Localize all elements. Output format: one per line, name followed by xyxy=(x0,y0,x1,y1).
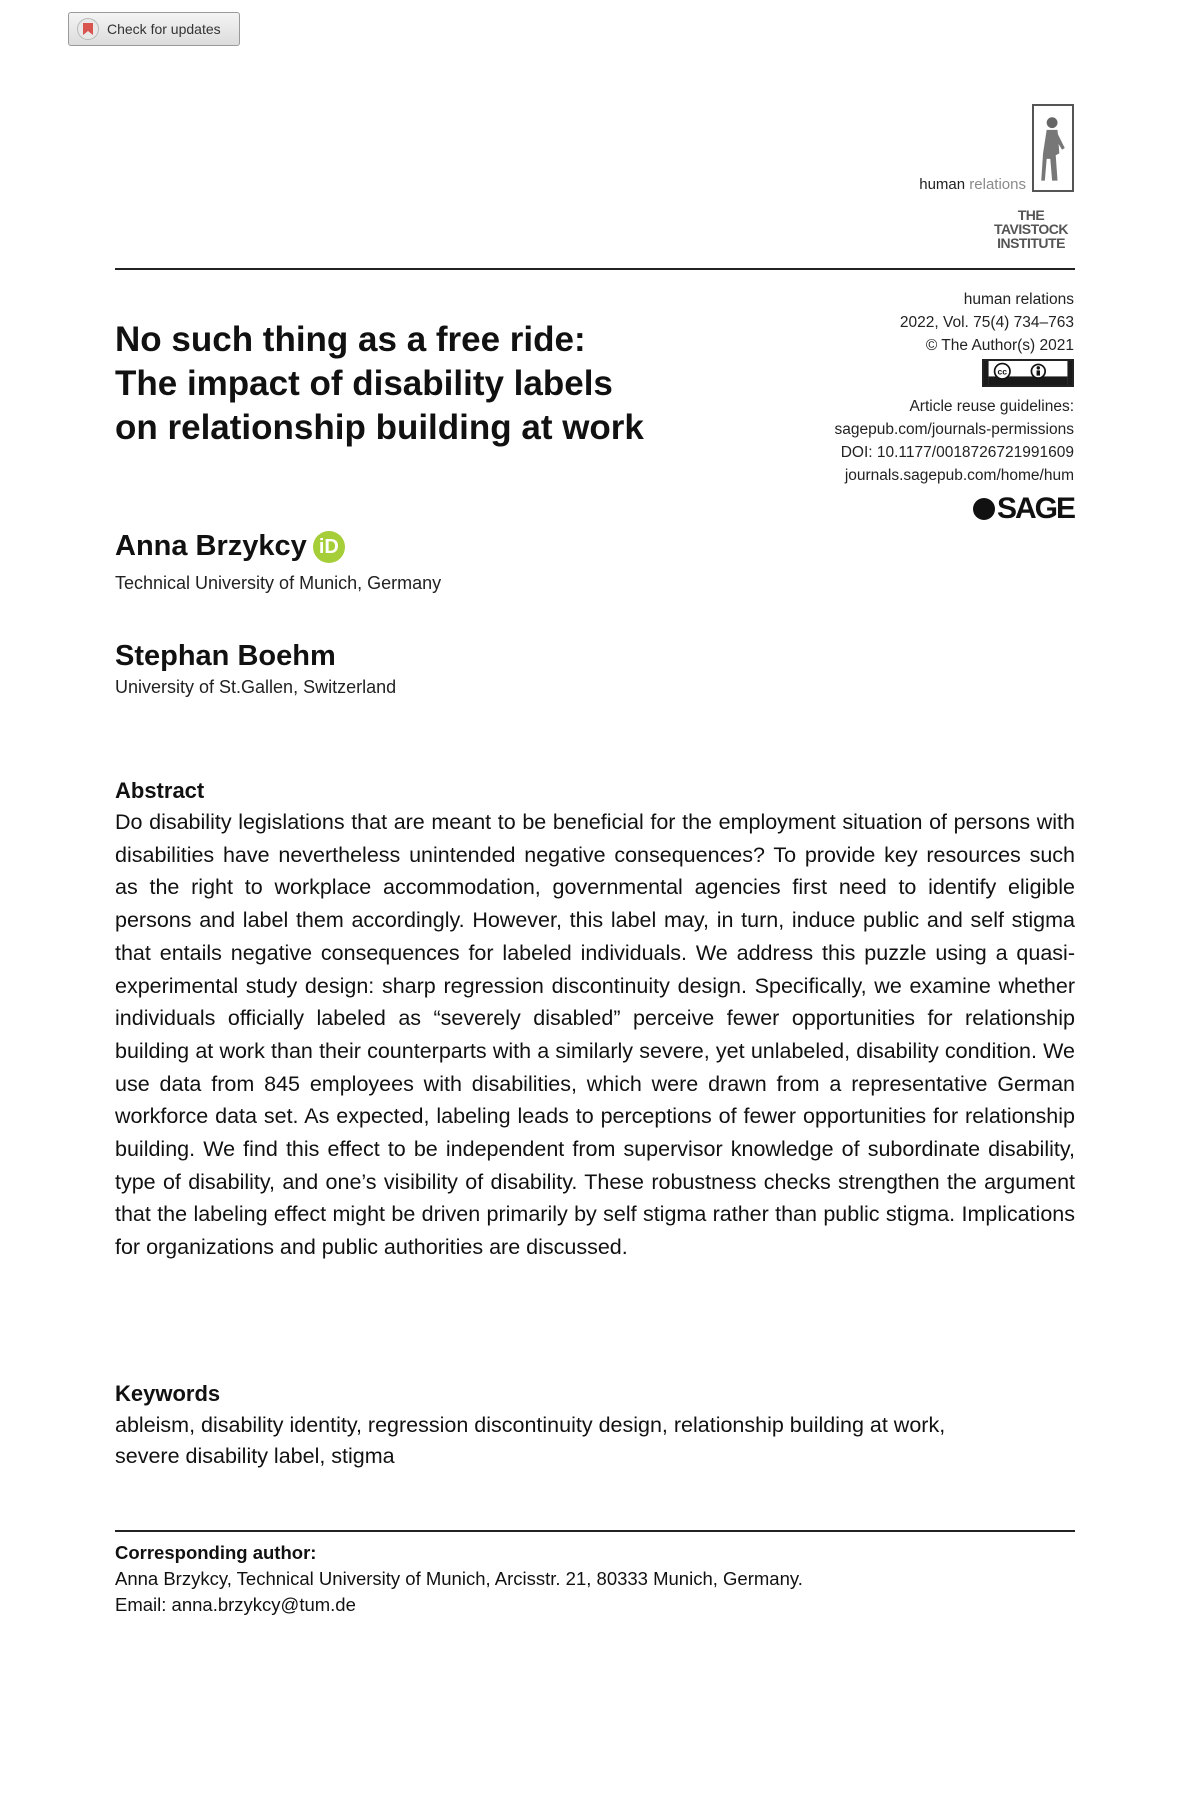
footnote-rule xyxy=(115,1530,1075,1532)
corresponding-email[interactable]: Email: anna.brzykcy@tum.de xyxy=(115,1594,356,1615)
author-1 xyxy=(115,530,345,563)
figure-logo-icon xyxy=(1032,104,1074,192)
header-rule xyxy=(115,268,1075,270)
article-title: No such thing as a free ride: The impact of disability labels on relationship building at work xyxy=(115,320,644,447)
cc-license-icon[interactable] xyxy=(982,359,1074,387)
abstract-body: Do disability legislations that are meant to be beneficial for the employment situation of persons with disabilities have nevertheless unintended negative consequences? To provide key resources such as the right to workplace accommodation, governmental agencies first need to identify eligible persons and label them accordingly. However, this label may, in turn, induce public and self stigma that entails negative consequences for labeled individuals. We address this puzzle using a quasi-experimental study design: sharp regression discontinuity design. Specifically, we examine whether individuals officially labeled as “severely disabled” perceive fewer opportunities for relationship building at work than their counterparts with a similarly severe, yet unlabeled, disability condition. We use data from 845 employees with disabilities, which were drawn from a representative German workforce data set. As expected, labeling leads to perceptions of fewer opportunities for relationship building. We find this effect to be independent from supervisor knowledge of subordinate disability, type of disability, and one’s visibility of disability. These robustness checks strengthen the argument that the labeling effect might be driven primarily by self stigma rather than public stigma. Implications for organizations and public authorities are discussed. xyxy=(115,810,1075,1260)
permissions-link[interactable]: sagepub.com/journals-permissions xyxy=(834,421,1074,438)
article-meta xyxy=(674,288,1074,525)
keywords-heading: Keywords xyxy=(115,1381,221,1406)
author-name: Stephan Boehm xyxy=(115,640,336,672)
sage-dot-icon xyxy=(973,498,995,520)
journal-wordmark: human relations xyxy=(919,176,1026,193)
check-for-updates-label: Check for updates xyxy=(107,21,221,37)
bookmark-icon xyxy=(77,18,99,40)
author-2 xyxy=(115,640,336,673)
journal-url-link[interactable]: journals.sagepub.com/home/hum xyxy=(844,467,1074,484)
corresponding-author xyxy=(115,1540,1075,1618)
orcid-icon[interactable]: iD xyxy=(313,531,345,563)
tavistock-logo: THE TAVISTOCK INSTITUTE xyxy=(993,207,1069,251)
doi-link[interactable]: DOI: 10.1177/0018726721991609 xyxy=(840,444,1074,461)
meta-citation: 2022, Vol. 75(4) 734–763 xyxy=(899,314,1074,331)
corresponding-label: Corresponding author: xyxy=(115,1542,317,1563)
keywords-list: ableism, disability identity, regression discontinuity design, relationship building at work, severe disability label, stigma xyxy=(115,1413,946,1468)
author-name: Anna Brzykcy xyxy=(115,530,307,562)
abstract-heading: Abstract xyxy=(115,778,205,803)
sage-logo: SAGE xyxy=(674,493,1074,525)
meta-copyright: © The Author(s) 2021 xyxy=(925,337,1074,354)
author-affiliation: University of St.Gallen, Switzerland xyxy=(115,677,397,697)
corresponding-address: Anna Brzykcy, Technical University of Munich, Arcisstr. 21, 80333 Munich, Germany. xyxy=(115,1568,803,1589)
meta-journal: human relations xyxy=(963,291,1074,308)
svg-text:cc: cc xyxy=(997,366,1008,377)
journal-logo xyxy=(874,100,1074,250)
author-affiliation: Technical University of Munich, Germany xyxy=(115,573,442,593)
meta-reuse-label: Article reuse guidelines: xyxy=(909,398,1074,415)
check-for-updates-button[interactable] xyxy=(68,12,240,46)
